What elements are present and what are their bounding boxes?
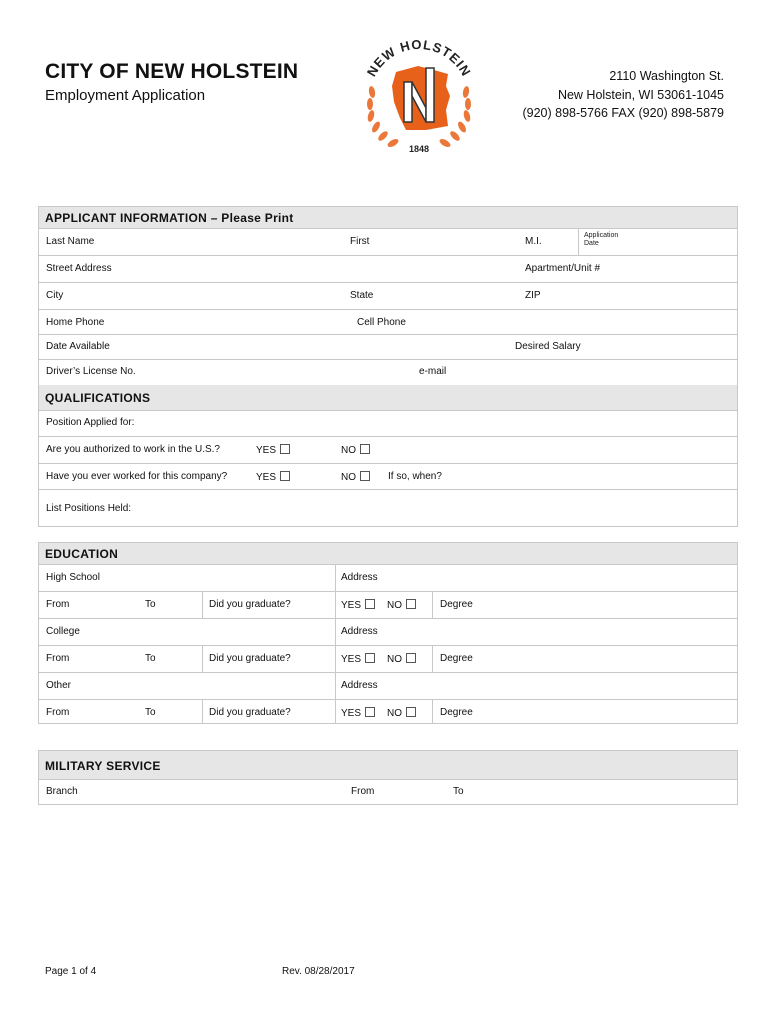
date-available-field[interactable]: Date Available [46, 341, 110, 352]
yes-label: YES [341, 708, 362, 719]
address-line-1: 2110 Washington St. [609, 69, 724, 83]
section-heading: QUALIFICATIONS [45, 391, 151, 405]
other-no-option[interactable] [387, 707, 416, 719]
other-to-field[interactable]: To [145, 707, 156, 718]
worked-yes-option[interactable] [256, 471, 290, 483]
yes-label: YES [341, 654, 362, 665]
high-school-degree-field[interactable]: Degree [440, 599, 473, 610]
authorized-yes-option[interactable] [256, 444, 290, 456]
education-section [38, 542, 738, 724]
college-to-field[interactable]: To [145, 653, 156, 664]
desired-salary-field[interactable]: Desired Salary [515, 341, 581, 352]
street-address-field[interactable]: Street Address [46, 263, 112, 274]
address-line-3: (920) 898-5766 FAX (920) 898-5879 [522, 106, 724, 120]
logo-top-text: NEW HOLSTEIN [363, 38, 475, 80]
email-field[interactable]: e-mail [419, 366, 447, 377]
college-degree-field[interactable]: Degree [440, 653, 473, 664]
first-name-field[interactable]: First [350, 236, 370, 247]
checkbox[interactable] [360, 471, 370, 481]
section-heading: EDUCATION [45, 547, 119, 561]
application-date-field[interactable] [584, 232, 618, 248]
yes-label: YES [256, 472, 277, 483]
home-phone-field[interactable]: Home Phone [46, 317, 105, 328]
no-label: NO [341, 472, 356, 483]
checkbox[interactable] [280, 444, 290, 454]
zip-field[interactable]: ZIP [525, 290, 541, 301]
checkbox[interactable] [406, 599, 416, 609]
college-no-option[interactable] [387, 653, 416, 665]
college-from-field[interactable]: From [46, 653, 70, 664]
last-name-field[interactable]: Last Name [46, 236, 95, 247]
other-graduate-question: Did you graduate? [209, 707, 291, 718]
no-label: NO [341, 445, 356, 456]
military-to-field[interactable]: To [453, 786, 464, 797]
other-degree-field[interactable]: Degree [440, 707, 473, 718]
high-school-yes-option[interactable] [341, 599, 375, 611]
other-school-field[interactable]: Other [46, 680, 72, 691]
high-school-field[interactable]: High School [46, 572, 100, 583]
application-date-label-1: Application [584, 232, 619, 239]
address-line-2: New Holstein, WI 53061-1045 [557, 88, 724, 102]
page-subtitle: Employment Application [45, 87, 206, 104]
cell-phone-field[interactable]: Cell Phone [357, 317, 406, 328]
middle-initial-field[interactable]: M.I. [525, 236, 542, 247]
checkbox[interactable] [360, 444, 370, 454]
college-yes-option[interactable] [341, 653, 375, 665]
application-date-label-2: Date [584, 240, 599, 247]
high-school-no-option[interactable] [387, 599, 416, 611]
logo-year: 1848 [408, 144, 430, 154]
worked-no-option[interactable] [341, 471, 370, 483]
city-field[interactable]: City [46, 290, 64, 301]
authorized-question: Are you authorized to work in the U.S.? [46, 444, 220, 455]
military-from-field[interactable]: From [351, 786, 375, 797]
military-service-heading [39, 751, 737, 780]
if-so-when-field[interactable]: If so, when? [388, 471, 442, 482]
authorized-no-option[interactable] [341, 444, 370, 456]
no-label: NO [387, 708, 402, 719]
checkbox[interactable] [280, 471, 290, 481]
qualifications-heading [39, 385, 737, 411]
section-heading: MILITARY SERVICE [45, 759, 161, 773]
high-school-graduate-question: Did you graduate? [209, 599, 291, 610]
branch-field[interactable]: Branch [46, 786, 78, 797]
high-school-address-field[interactable]: Address [341, 572, 378, 583]
college-graduate-question: Did you graduate? [209, 653, 291, 664]
no-label: NO [387, 600, 402, 611]
military-service-section [38, 750, 738, 805]
high-school-from-field[interactable]: From [46, 599, 70, 610]
checkbox[interactable] [406, 707, 416, 717]
qualifications-section [38, 385, 738, 527]
section-heading: APPLICANT INFORMATION – Please Print [45, 211, 294, 225]
checkbox[interactable] [365, 707, 375, 717]
checkbox[interactable] [365, 653, 375, 663]
page-number: Page 1 of 4 [45, 966, 97, 977]
revision-date: Rev. 08/28/2017 [282, 966, 355, 977]
page-title: CITY OF NEW HOLSTEIN [45, 60, 299, 83]
apartment-unit-field[interactable]: Apartment/Unit # [525, 263, 601, 274]
other-yes-option[interactable] [341, 707, 375, 719]
no-label: NO [387, 654, 402, 665]
checkbox[interactable] [406, 653, 416, 663]
education-heading [39, 543, 737, 565]
college-address-field[interactable]: Address [341, 626, 378, 637]
positions-held-field[interactable]: List Positions Held: [46, 503, 132, 514]
high-school-to-field[interactable]: To [145, 599, 156, 610]
other-from-field[interactable]: From [46, 707, 70, 718]
city-seal-logo [356, 38, 482, 164]
worked-before-question: Have you ever worked for this company? [46, 471, 228, 482]
state-field[interactable]: State [350, 290, 374, 301]
college-field[interactable]: College [46, 626, 80, 637]
drivers-license-field[interactable]: Driver’s License No. [46, 366, 136, 377]
applicant-information-heading [39, 207, 737, 229]
checkbox[interactable] [365, 599, 375, 609]
position-applied-field[interactable]: Position Applied for: [46, 417, 135, 428]
yes-label: YES [256, 445, 277, 456]
applicant-information-section [38, 206, 738, 387]
other-address-field[interactable]: Address [341, 680, 378, 691]
yes-label: YES [341, 600, 362, 611]
